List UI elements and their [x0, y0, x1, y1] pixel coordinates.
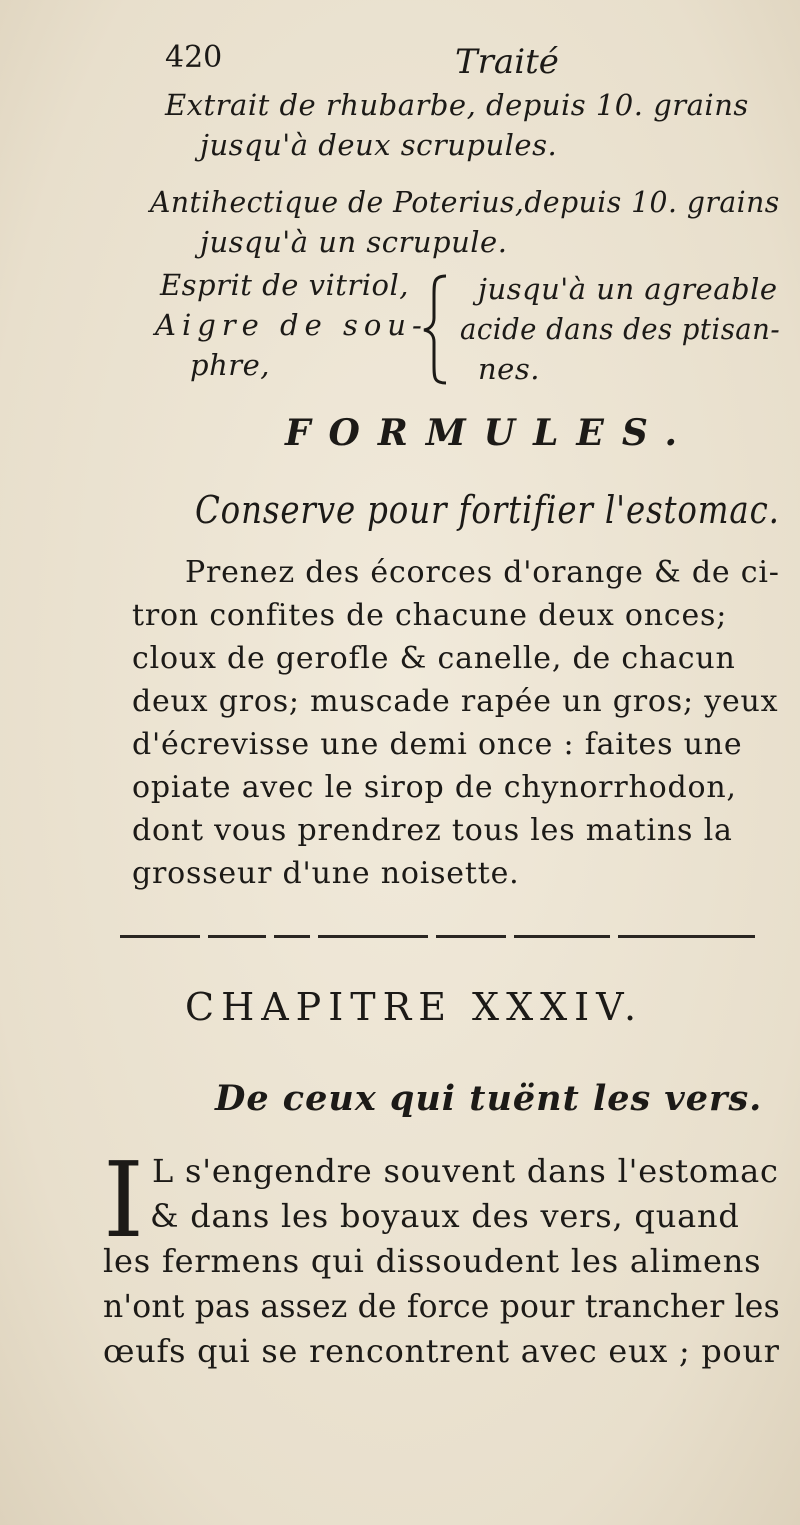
dose-right-line: jusqu'à un agreable	[478, 272, 778, 306]
text-line: & dans les boyaux des vers, quand	[150, 1197, 740, 1235]
dose-left-line: phre,	[190, 348, 270, 382]
text-line: dont vous prendrez tous les matins la	[132, 813, 733, 848]
text-line: tron confites de chacune deux onces;	[132, 598, 728, 633]
text-line: Prenez des écorces d'orange & de ci-	[185, 555, 780, 590]
curly-brace-icon	[420, 272, 450, 387]
text-line: les fermens qui dissoudent les alimens	[103, 1242, 762, 1280]
text-line: d'écrevisse une demi once : faites une	[132, 727, 743, 762]
dose-left-line: Aigre de sou-	[155, 308, 428, 342]
page-number: 420	[165, 40, 223, 75]
text-line: cloux de gerofle & canelle, de chacun	[132, 641, 736, 676]
dose-right-line: nes.	[478, 352, 540, 386]
text-line: L s'engendre souvent dans l'estomac	[152, 1152, 779, 1190]
running-title: Traité	[455, 42, 559, 82]
drop-cap: I	[103, 1139, 145, 1261]
dose-line: jusqu'à un scrupule.	[200, 225, 508, 259]
text-line: n'ont pas assez de force pour trancher les	[103, 1287, 780, 1325]
section-heading: FORMULES.	[285, 412, 696, 454]
dose-line: jusqu'à deux scrupules.	[200, 128, 558, 162]
text-line: deux gros; muscade rapée un gros; yeux	[132, 684, 779, 719]
chapter-title: CHAPITRE XXXIV.	[185, 985, 644, 1029]
text-line: opiate avec le sirop de chynorrhodon,	[132, 770, 737, 805]
section-divider	[120, 935, 755, 940]
text-line: grosseur d'une noisette.	[132, 856, 520, 891]
recipe-title: Conserve pour fortifier l'estomac.	[195, 488, 780, 532]
dose-line: Antihectique de Poterius,depuis 10. grains	[150, 185, 780, 219]
chapter-subtitle: De ceux qui tuënt les vers.	[215, 1078, 763, 1119]
dose-right-line: acide dans des ptisan-	[460, 312, 781, 346]
dose-line: Extrait de rhubarbe, depuis 10. grains	[165, 88, 749, 122]
dose-left-line: Esprit de vitriol,	[160, 268, 409, 302]
text-line: œufs qui se rencontrent avec eux ; pour	[103, 1332, 780, 1370]
